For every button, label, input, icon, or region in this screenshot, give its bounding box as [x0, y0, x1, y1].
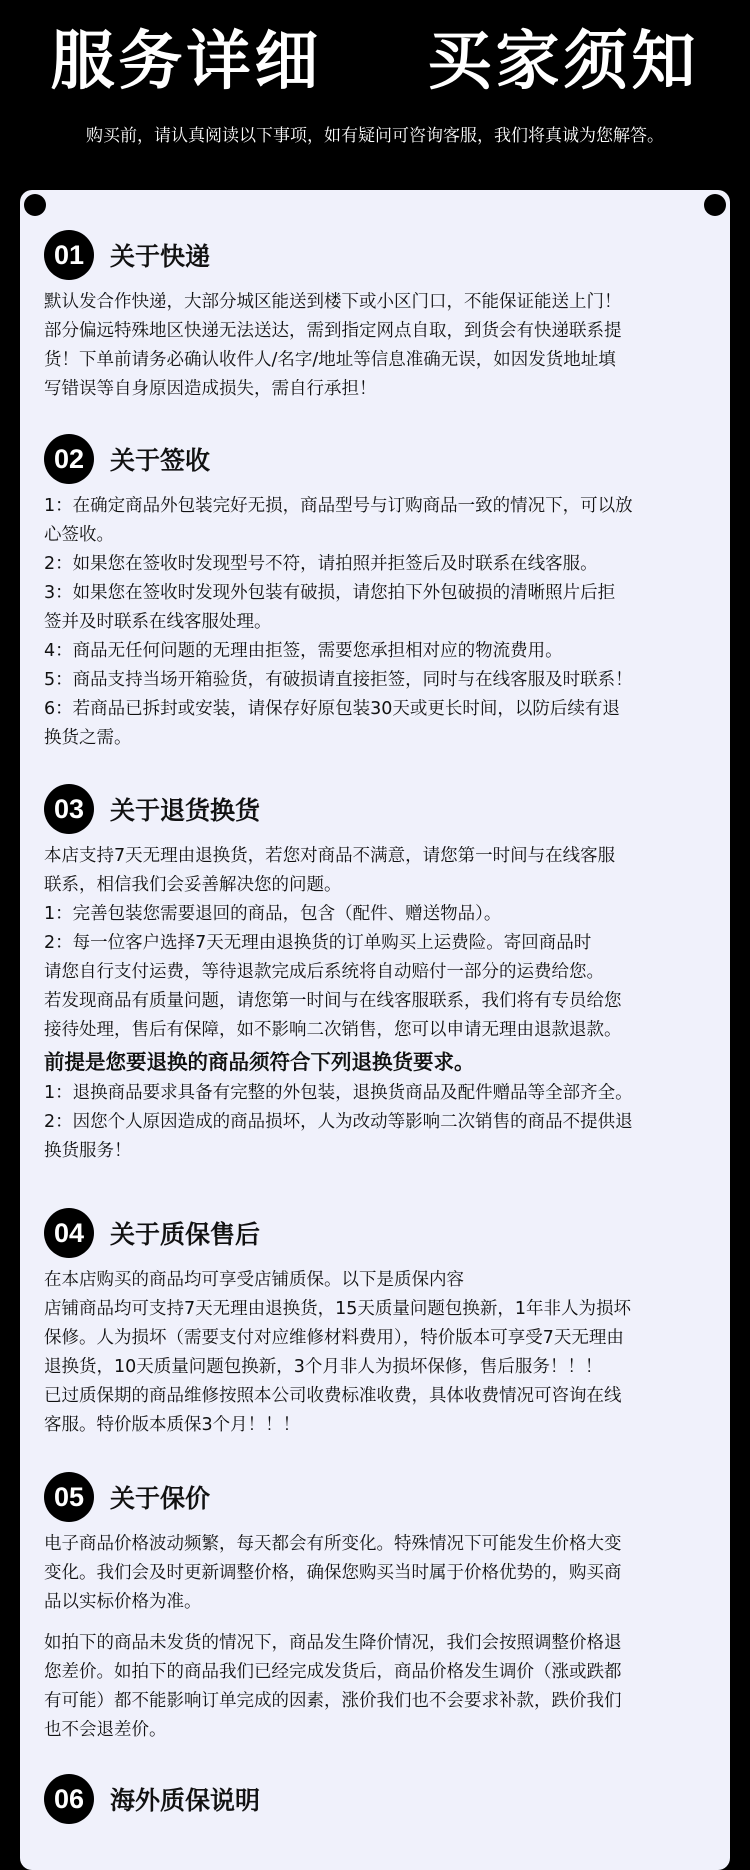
page-title: 服务详细 买家须知 [50, 25, 700, 99]
text-line: 变化。我们会及时更新调整价格，确保您购买当时属于价格优势的，购买商 [44, 1563, 622, 1583]
section-warranty [44, 1208, 730, 1440]
section-title: 海外质保说明 [110, 1786, 261, 1815]
text-line: 如拍下的商品未发货的情况下，商品发生降价情况，我们会按照调整价格退 [44, 1633, 622, 1653]
text-line: 5：商品支持当场开箱验货，有破损请直接拒签，同时与在线客服及时联系！ [44, 670, 633, 690]
text-line: 本店支持7天无理由退换货，若您对商品不满意，请您第一时间与在线客服 [44, 846, 616, 866]
text-line: 2：每一位客户选择7天无理由退换货的订单购买上运费险。寄回商品时 [44, 933, 592, 953]
text-line: 心签收。 [44, 525, 114, 545]
text-line: 1：完善包装您需要退回的商品，包含（配件、赠送物品）。 [44, 904, 502, 924]
section-title: 关于签收 [110, 446, 211, 475]
text-line: 4：商品无任何问题的无理由拒签，需要您承担相对应的物流费用。 [44, 641, 563, 661]
section-title: 关于快递 [110, 242, 211, 271]
text-line: 6：若商品已拆封或安装，请保存好原包装30天或更长时间，以防后续有退 [44, 699, 620, 719]
text-line: 换货之需。 [44, 728, 132, 748]
section-title: 关于质保售后 [110, 1220, 261, 1249]
text-line: 品以实标价格为准。 [44, 1592, 202, 1612]
section-number: 05 [44, 1472, 94, 1522]
text-line: 已过质保期的商品维修按照本公司收费标准收费，具体收费情况可咨询在线 [44, 1386, 622, 1406]
text-line: 默认发合作快递，大部分城区能送到楼下或小区门口，不能保证能送上门！ [44, 292, 622, 312]
text-line: 电子商品价格波动频繁，每天都会有所变化。特殊情况下可能发生价格大变 [44, 1534, 622, 1554]
text-line: 在本店购买的商品均可享受店铺质保。以下是质保内容 [44, 1270, 464, 1290]
section-number: 01 [44, 230, 94, 280]
section-signing [44, 434, 730, 753]
text-line: 有可能）都不能影响订单完成的因素，涨价我们也不会要求补款，跌价我们 [44, 1691, 622, 1711]
section-return-exchange [44, 784, 730, 1166]
text-line: 3：如果您在签收时发现外包装有破损，请您拍下外包破损的清晰照片后拒 [44, 583, 616, 603]
section-price-protection [44, 1472, 730, 1745]
section-number: 06 [44, 1774, 94, 1824]
text-line: 退换货，10天质量问题包换新，3个月非人为损坏保修，售后服务！！！ [44, 1357, 603, 1377]
text-line: 接待处理，售后有保障，如不影响二次销售，您可以申请无理由退款退款。 [44, 1020, 622, 1040]
text-line: 1：退换商品要求具备有完整的外包装，退换货商品及配件赠品等全部齐全。 [44, 1083, 633, 1103]
section-express [44, 230, 730, 404]
text-line: 签并及时联系在线客服处理。 [44, 612, 272, 632]
text-line: 店铺商品均可支持7天无理由退换货，15天质量问题包换新，1年非人为损坏 [44, 1299, 632, 1319]
text-line: 写错误等自身原因造成损失，需自行承担！ [44, 379, 377, 399]
text-line: 请您自行支付运费，等待退款完成后系统将自动赔付一部分的运费给您。 [44, 962, 604, 982]
text-line: 部分偏远特殊地区快递无法送达，需到指定网点自取，到货会有快递联系提 [44, 321, 622, 341]
section-title: 关于退货换货 [110, 796, 261, 825]
text-line: 换货服务！ [44, 1141, 132, 1161]
text-line: 2：如果您在签收时发现型号不符，请拍照并拒签后及时联系在线客服。 [44, 554, 598, 574]
notice-card [20, 190, 730, 1870]
pin-dot-right [704, 194, 726, 216]
section-number: 03 [44, 784, 94, 834]
text-line: 客服。特价版本质保3个月！！！ [44, 1415, 301, 1435]
header [0, 0, 750, 190]
page-subtitle: 购买前，请认真阅读以下事项，如有疑问可咨询客服，我们将真诚为您解答。 [86, 126, 664, 146]
section-number: 04 [44, 1208, 94, 1258]
section-overseas-warranty [44, 1774, 730, 1832]
text-line: 若发现商品有质量问题，请您第一时间与在线客服联系，我们将有专员给您 [44, 991, 622, 1011]
text-line: 货！下单前请务必确认收件人/名字/地址等信息准确无误，如因发货地址填 [44, 350, 616, 370]
section-number: 02 [44, 434, 94, 484]
text-line: 联系，相信我们会妥善解决您的问题。 [44, 875, 342, 895]
text-line: 也不会退差价。 [44, 1720, 167, 1740]
section-title: 关于保价 [110, 1484, 211, 1513]
emphasis-line: 前提是您要退换的商品须符合下列退换货要求。 [44, 1050, 475, 1074]
text-line: 保修。人为损坏（需要支付对应维修材料费用），特价版本可享受7天无理由 [44, 1328, 624, 1348]
text-line: 您差价。如拍下的商品我们已经完成发货后，商品价格发生调价（涨或跌都 [44, 1662, 622, 1682]
pin-dot-left [24, 194, 46, 216]
text-line: 1：在确定商品外包装完好无损，商品型号与订购商品一致的情况下，可以放 [44, 496, 633, 516]
text-line: 2：因您个人原因造成的商品损坏，人为改动等影响二次销售的商品不提供退 [44, 1112, 633, 1132]
